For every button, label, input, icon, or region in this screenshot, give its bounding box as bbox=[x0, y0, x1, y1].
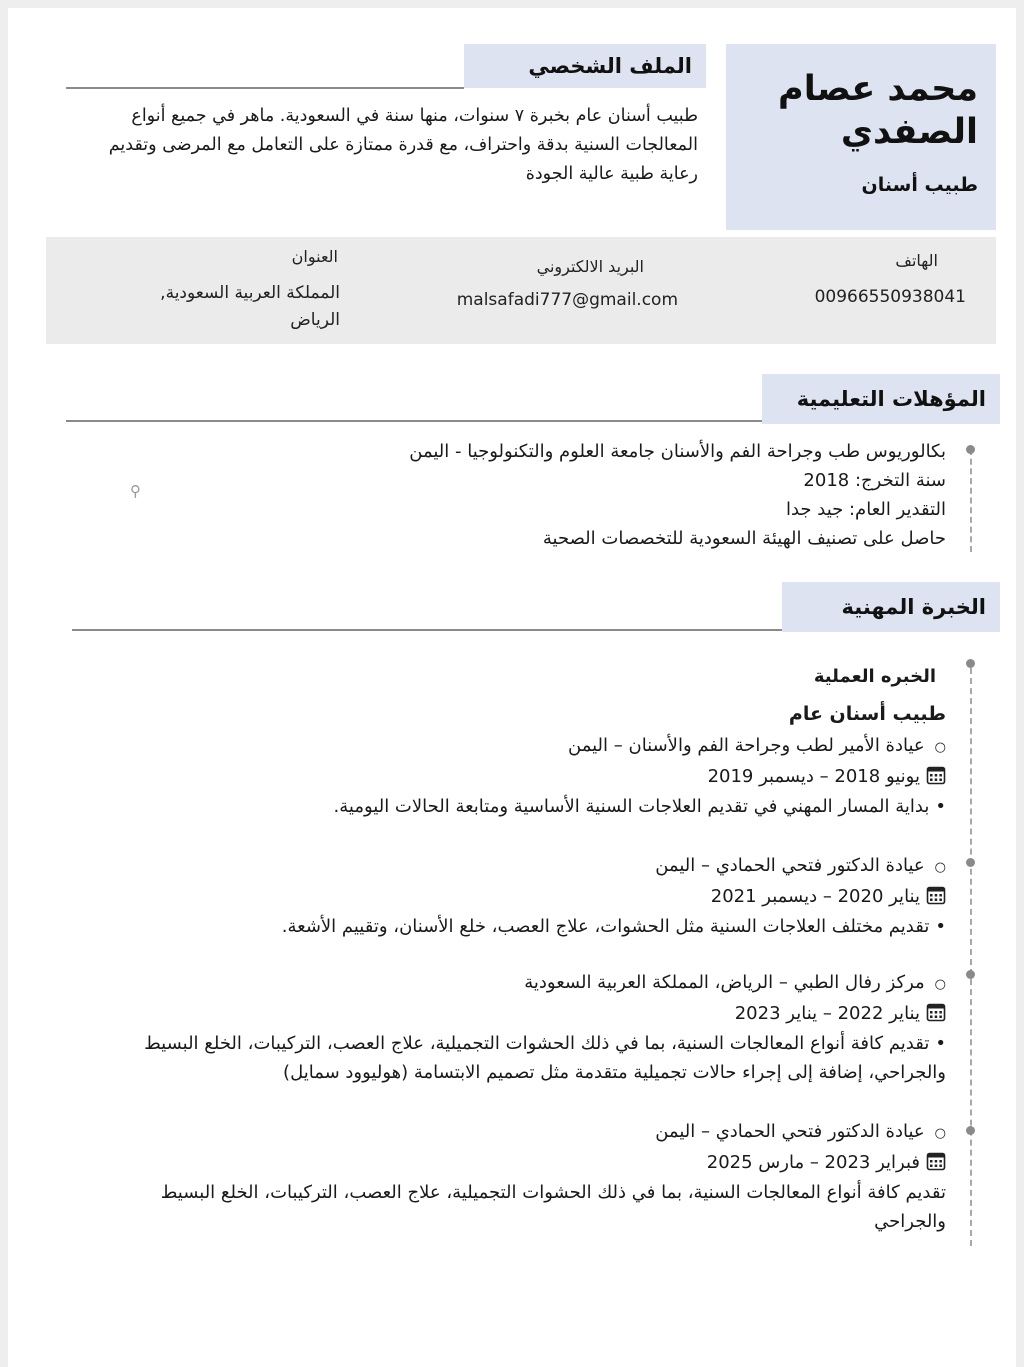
education-grade: التقدير العام: جيد جدا bbox=[785, 499, 946, 520]
experience-entry-period: يونيو 2018 – ديسمبر 2019 bbox=[708, 762, 946, 791]
address-value: المملكة العربية السعودية, الرياض bbox=[160, 283, 340, 330]
full-name: محمد عصام الصفدي bbox=[778, 69, 978, 152]
experience-entry-description: •تقديم مختلف العلاجات السنية مثل الحشوات، علاج العصب، خلع الأسنان، وتقييم الأشعة. bbox=[282, 912, 946, 941]
experience-entry-place: ○عيادة الدكتور فتحي الحمادي – اليمن bbox=[655, 851, 946, 882]
timeline-dot-icon bbox=[966, 1126, 975, 1135]
timeline-dot-icon bbox=[966, 858, 975, 867]
experience-divider bbox=[72, 629, 782, 631]
calendar-icon bbox=[926, 1151, 946, 1171]
phone-value: 00966550938041 bbox=[814, 287, 966, 307]
email-label: البريد الالكتروني bbox=[536, 257, 644, 276]
experience-entry-period: يناير 2020 – ديسمبر 2021 bbox=[711, 882, 946, 911]
bullet-icon: • bbox=[935, 796, 946, 817]
bullet-icon: • bbox=[935, 1033, 946, 1054]
hollow-circle-icon: ○ bbox=[934, 977, 946, 992]
profile-summary: طبيب أسنان عام بخبرة ٧ سنوات، منها سنة في السعودية. ماهر في جميع أنواع المعالجات السنية بدقة واحتراف، مع قدرة ممتازة على التعامل مع المرضى وتقديم رعاية طبية عالية الجودة bbox=[108, 106, 698, 184]
timeline-dot-icon bbox=[966, 445, 975, 454]
experience-entry-place: ○مركز رفال الطبي – الرياض، المملكة العربية السعودية bbox=[524, 968, 946, 999]
experience-entry-period: فبراير 2023 – مارس 2025 bbox=[707, 1148, 946, 1177]
timeline-dot-icon bbox=[966, 970, 975, 979]
profile-section-title: الملف الشخصي bbox=[464, 44, 706, 88]
profile-divider bbox=[66, 87, 464, 89]
experience-entry-place: ○عيادة الأمير لطب وجراحة الفم والأسنان – اليمن bbox=[568, 731, 946, 762]
education-divider bbox=[66, 420, 762, 422]
experience-entry-period: يناير 2022 – يناير 2023 bbox=[735, 999, 946, 1028]
resume-page bbox=[8, 8, 1016, 1367]
timeline-dot-icon bbox=[966, 659, 975, 668]
experience-section-title: الخبرة المهنية bbox=[782, 582, 1000, 632]
job-title: طبيب أسنان bbox=[861, 174, 978, 196]
name-box bbox=[726, 44, 996, 230]
experience-role: طبيب أسنان عام bbox=[788, 703, 946, 725]
experience-entry-place: ○عيادة الدكتور فتحي الحمادي – اليمن bbox=[655, 1117, 946, 1148]
bullet-icon: • bbox=[935, 916, 946, 937]
email-value: malsafadi777@gmail.com bbox=[456, 290, 678, 310]
hollow-circle-icon: ○ bbox=[934, 860, 946, 875]
education-graduation-year: سنة التخرج: 2018 bbox=[803, 470, 946, 491]
lightbulb-icon: ⚲ bbox=[130, 482, 141, 500]
education-section-title: المؤهلات التعليمية bbox=[762, 374, 1000, 424]
contact-band bbox=[46, 237, 996, 344]
calendar-icon bbox=[926, 765, 946, 785]
experience-entry-description: تقديم كافة أنواع المعالجات السنية، بما في ذلك الحشوات التجميلية، علاج العصب، التركيبات، الخلع البسيط والجراحي bbox=[160, 1182, 946, 1232]
phone-label: الهاتف bbox=[895, 251, 938, 270]
experience-subtitle: الخبره العملية bbox=[813, 666, 936, 687]
education-classification: حاصل على تصنيف الهيئة السعودية للتخصصات الصحية bbox=[542, 528, 946, 549]
address-label: العنوان bbox=[291, 247, 338, 266]
hollow-circle-icon: ○ bbox=[934, 1126, 946, 1141]
calendar-icon bbox=[926, 1002, 946, 1022]
calendar-icon bbox=[926, 885, 946, 905]
hollow-circle-icon: ○ bbox=[934, 740, 946, 755]
experience-entry-description: •تقديم كافة أنواع المعالجات السنية، بما في ذلك الحشوات التجميلية، علاج العصب، التركيبات، الخلع البسيط والجراحي، إضافة إلى إجراء حالات تجميلية متقدمة مثل تصميم الابتسامة (هوليوود سمايل) bbox=[86, 1029, 946, 1087]
experience-timeline bbox=[970, 668, 972, 1246]
experience-entry-description: •بداية المسار المهني في تقديم العلاجات السنية الأساسية ومتابعة الحالات اليومية. bbox=[334, 792, 946, 821]
education-degree: بكالوريوس طب وجراحة الفم والأسنان جامعة العلوم والتكنولوجيا - اليمن bbox=[409, 441, 946, 462]
education-timeline bbox=[970, 449, 972, 552]
